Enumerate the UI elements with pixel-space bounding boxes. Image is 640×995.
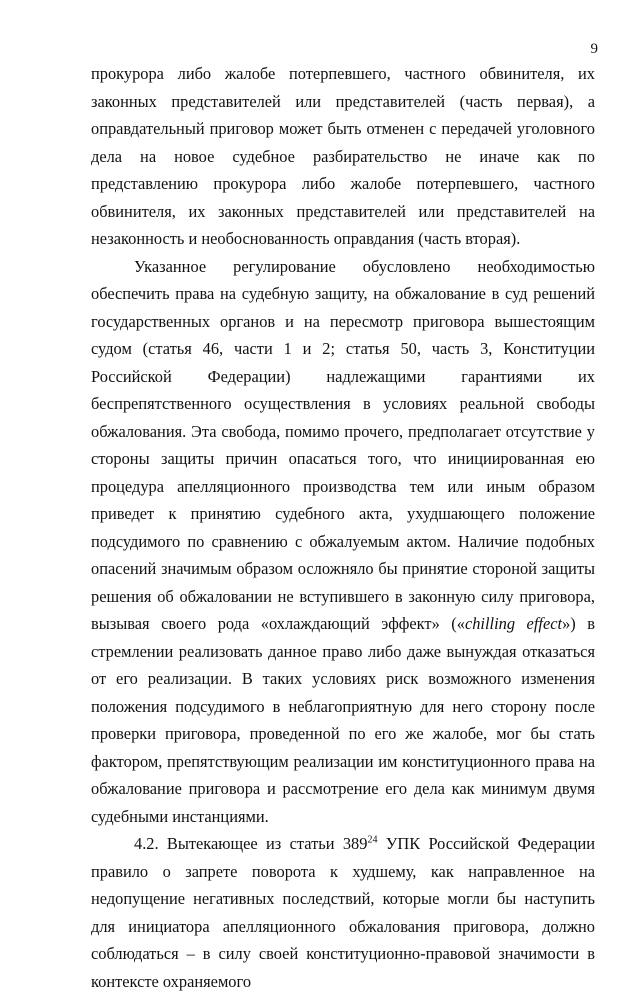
page-number: 9 bbox=[590, 41, 598, 57]
paragraph-section-4-2 bbox=[91, 830, 595, 995]
article-superscript: 24 bbox=[367, 834, 378, 846]
paragraph-continuation: прокурора либо жалобе потерпевшего, частного обвинителя, их законных представителей или представителей (часть первая), а оправдательный приговор может быть отменен с передачей уголовного дела на новое судебное разбирательство не иначе как по представлению прокурора либо жалобе потерпевшего, частного обвинителя, их законных представителей или представителей на незаконность и необоснованность оправдания (часть вторая). bbox=[91, 64, 595, 248]
paragraph-regulation-rationale bbox=[91, 253, 595, 831]
paragraph-text: УПК Российской Федерации правило о запрете поворота к худшему, как направленное на недопущение негативных последствий, которые могли бы наступить для инициатора апелляционного обжалования приговора, должно соблюдаться – в силу своей конституционно-правовой значимости в контексте охраняемого bbox=[91, 834, 595, 991]
document-body bbox=[91, 60, 595, 995]
italic-term: chilling effect bbox=[464, 614, 563, 633]
paragraph-text: 4.2. Вытекающее из статьи 389 bbox=[134, 834, 368, 853]
paragraph-text: ») в стремлении реализовать данное право либо даже вынуждая отказаться от его реализации. В таких условиях риск возможного изменения положения подсудимого в неблагоприятную для него сторону после проверки приговора, проведенной по его же жалобе, мог бы стать фактором, препятствующим реализации им конституционного права на обжалование приговора и рассмотрение его дела как минимум двумя судебными инстанциями. bbox=[91, 614, 595, 826]
paragraph-text: Указанное регулирование обусловлено необходимостью обеспечить права на судебную защиту, на обжалование в суд решений государственных органов и на пересмотр приговора вышестоящим судом (статья 46, части 1 и 2; статья 50, часть 3, Конституции Российской Федерации) надлежащими гарантиями их беспрепятственного осуществления в условиях реальной свободы обжалования. Эта свобода, помимо прочего, предполагает отсутствие у стороны защиты причин опасаться того, что инициированная ею процедура апелляционного производства тем или иным образом приведет к принятию судебного акта, ухудшающего положение подсудимого по сравнению с обжалуемым актом. Наличие подобных опасений значимым образом осложняло бы принятие стороной защиты решения об обжаловании не вступившего в законную силу приговора, вызывая своего рода «охлаждающий эффект» (« bbox=[91, 256, 595, 633]
